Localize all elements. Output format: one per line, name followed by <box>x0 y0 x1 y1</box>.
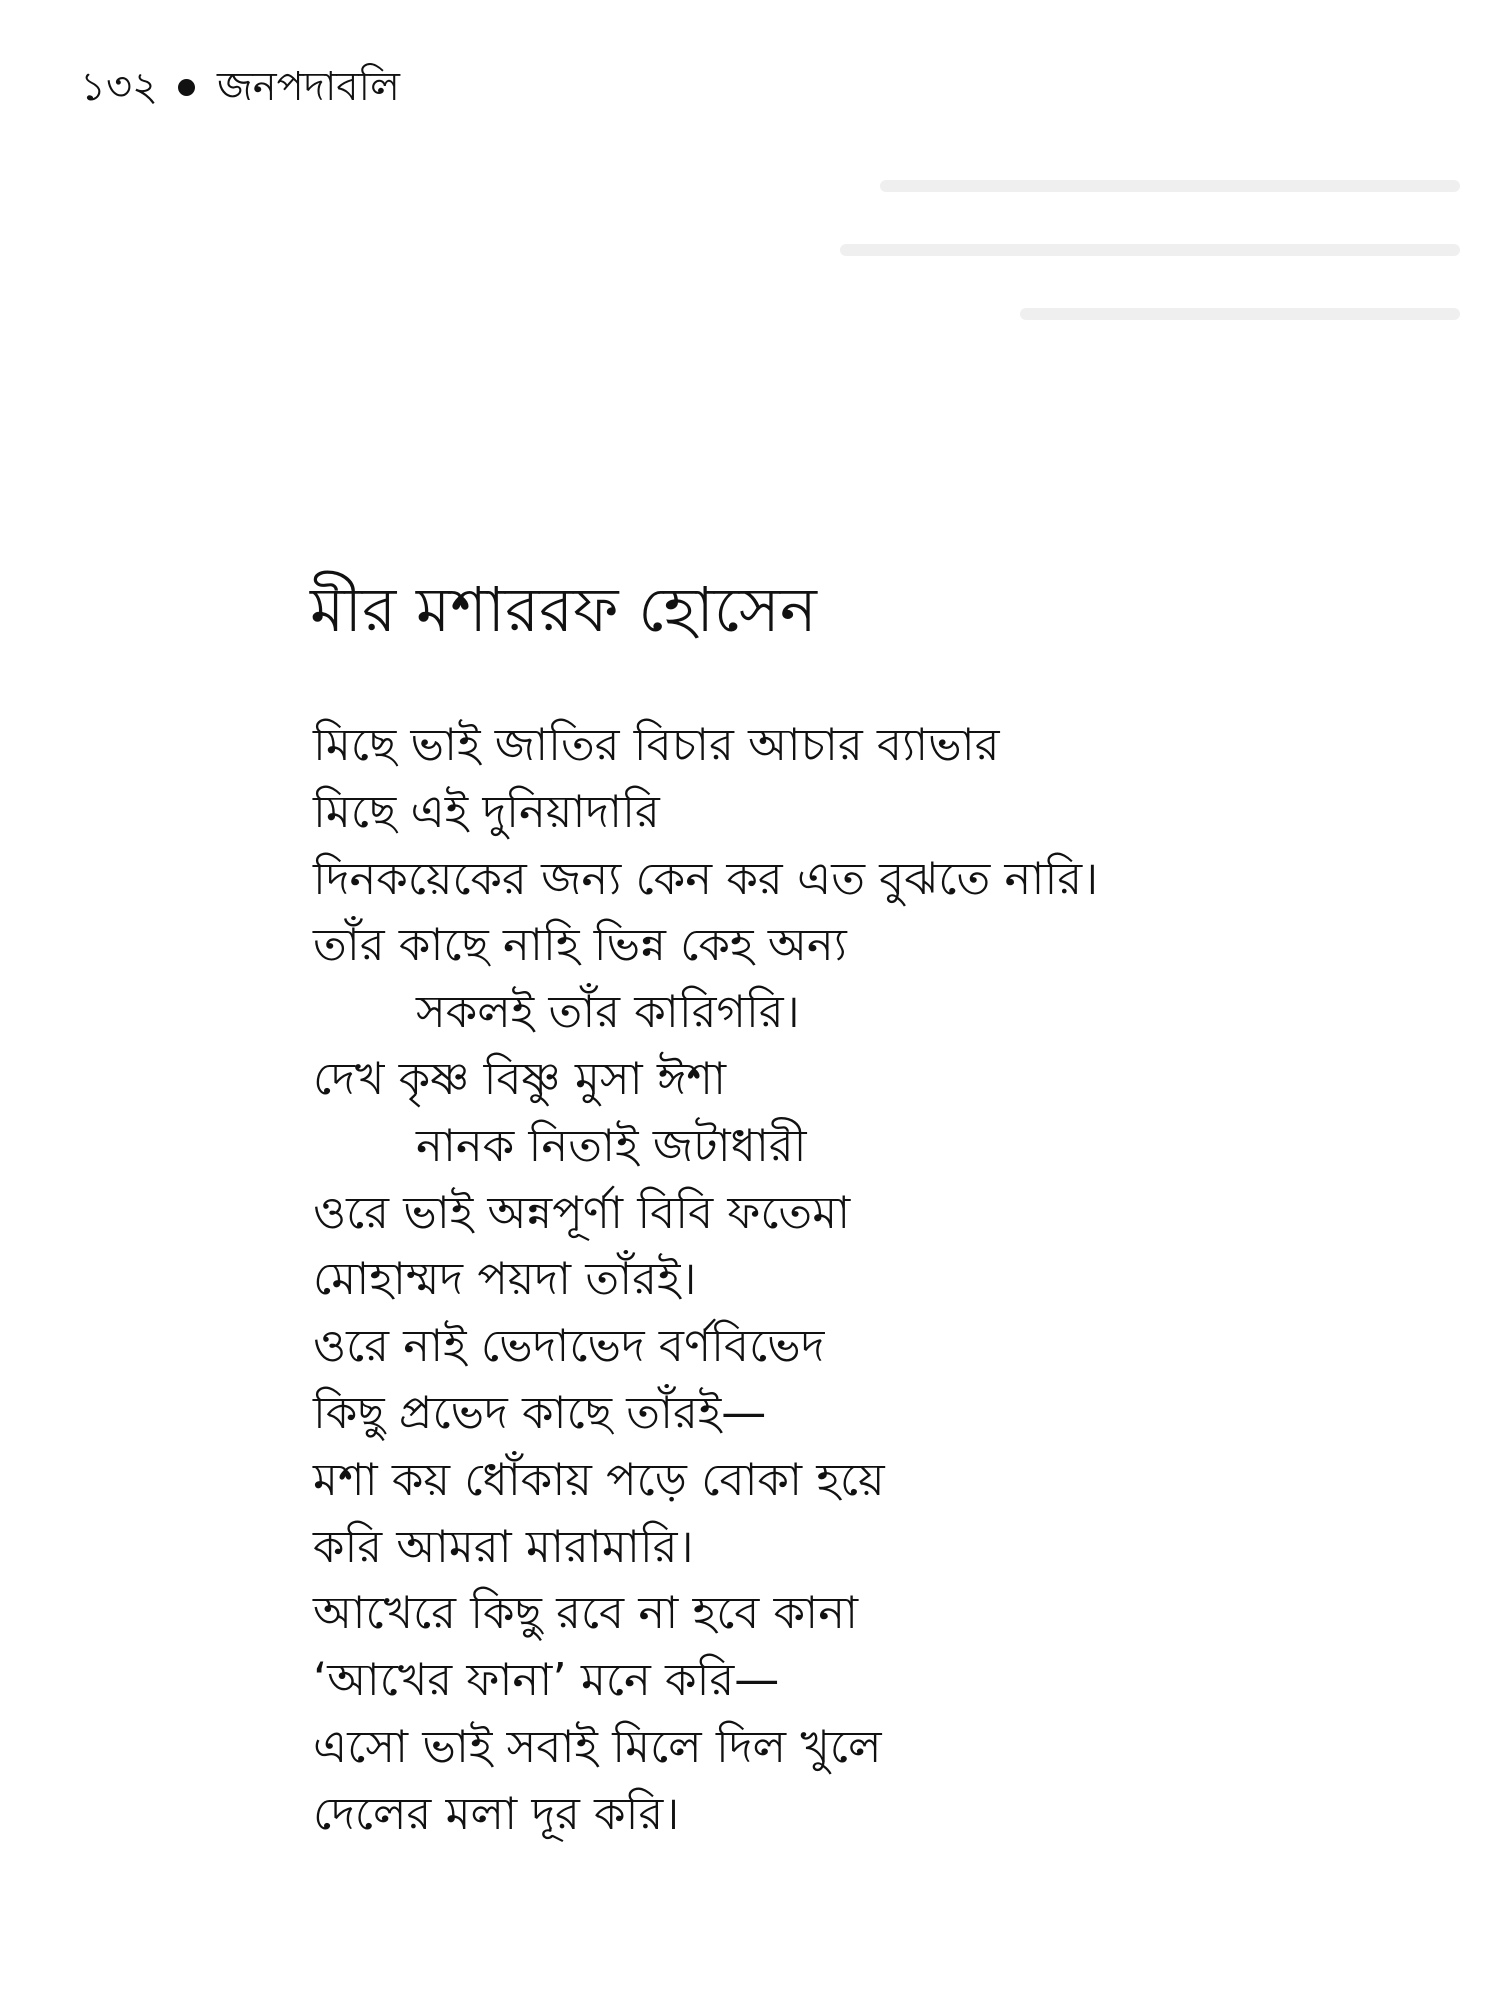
page-number: ১৩২ <box>80 64 158 110</box>
poem-line: দেলের মলা দূর করি। <box>313 1786 680 1840</box>
poem-line: মিছে এই দুনিয়াদারি <box>313 784 660 838</box>
poem-line: তাঁর কাছে নাহি ভিন্ন কেহ অন্য <box>313 918 847 972</box>
running-header <box>80 62 400 112</box>
poem-line: এসো ভাই সবাই মিলে দিল খুলে <box>313 1719 882 1773</box>
book-title: জনপদাবলি <box>216 64 400 110</box>
poem-line: ওরে ভাই অন্নপূর্ণা বিবি ফতেমা <box>313 1185 851 1239</box>
poem-title: মীর মশাররফ হোসেন <box>310 573 817 646</box>
poem-line: করি আমরা মারামারি। <box>313 1519 694 1573</box>
poem-line: কিছু প্রভেদ কাছে তাঁরই— <box>313 1385 767 1439</box>
poem-line: সকলই তাঁর কারিগরি। <box>416 985 800 1039</box>
poem-line: আখেরে কিছু রবে না হবে কানা <box>313 1586 859 1640</box>
bullet-separator <box>178 79 195 96</box>
poem-line: মিছে ভাই জাতির বিচার আচার ব্যাভার <box>313 718 1000 771</box>
poem-line: মশা কয় ধোঁকায় পড়ে বোকা হয়ে <box>313 1452 885 1506</box>
poem-line: দিনকয়েকের জন্য কেন কর এত বুঝতে নারি। <box>313 851 1099 905</box>
poem-line: দেখ কৃষ্ণ বিষ্ণু মুসা ঈশা <box>313 1051 727 1105</box>
poem-body <box>313 712 1098 1848</box>
poem-line: ওরে নাই ভেদাভেদ বর্ণবিভেদ <box>313 1319 825 1373</box>
bleed-through-text <box>840 170 1460 350</box>
poem-line: মোহাম্মদ পয়দা তাঁরই। <box>313 1252 697 1306</box>
poem-line: নানক নিতাই জটাধারী <box>416 1118 807 1172</box>
poem-line: ‘আখের ফানা’ মনে করি— <box>313 1653 780 1707</box>
